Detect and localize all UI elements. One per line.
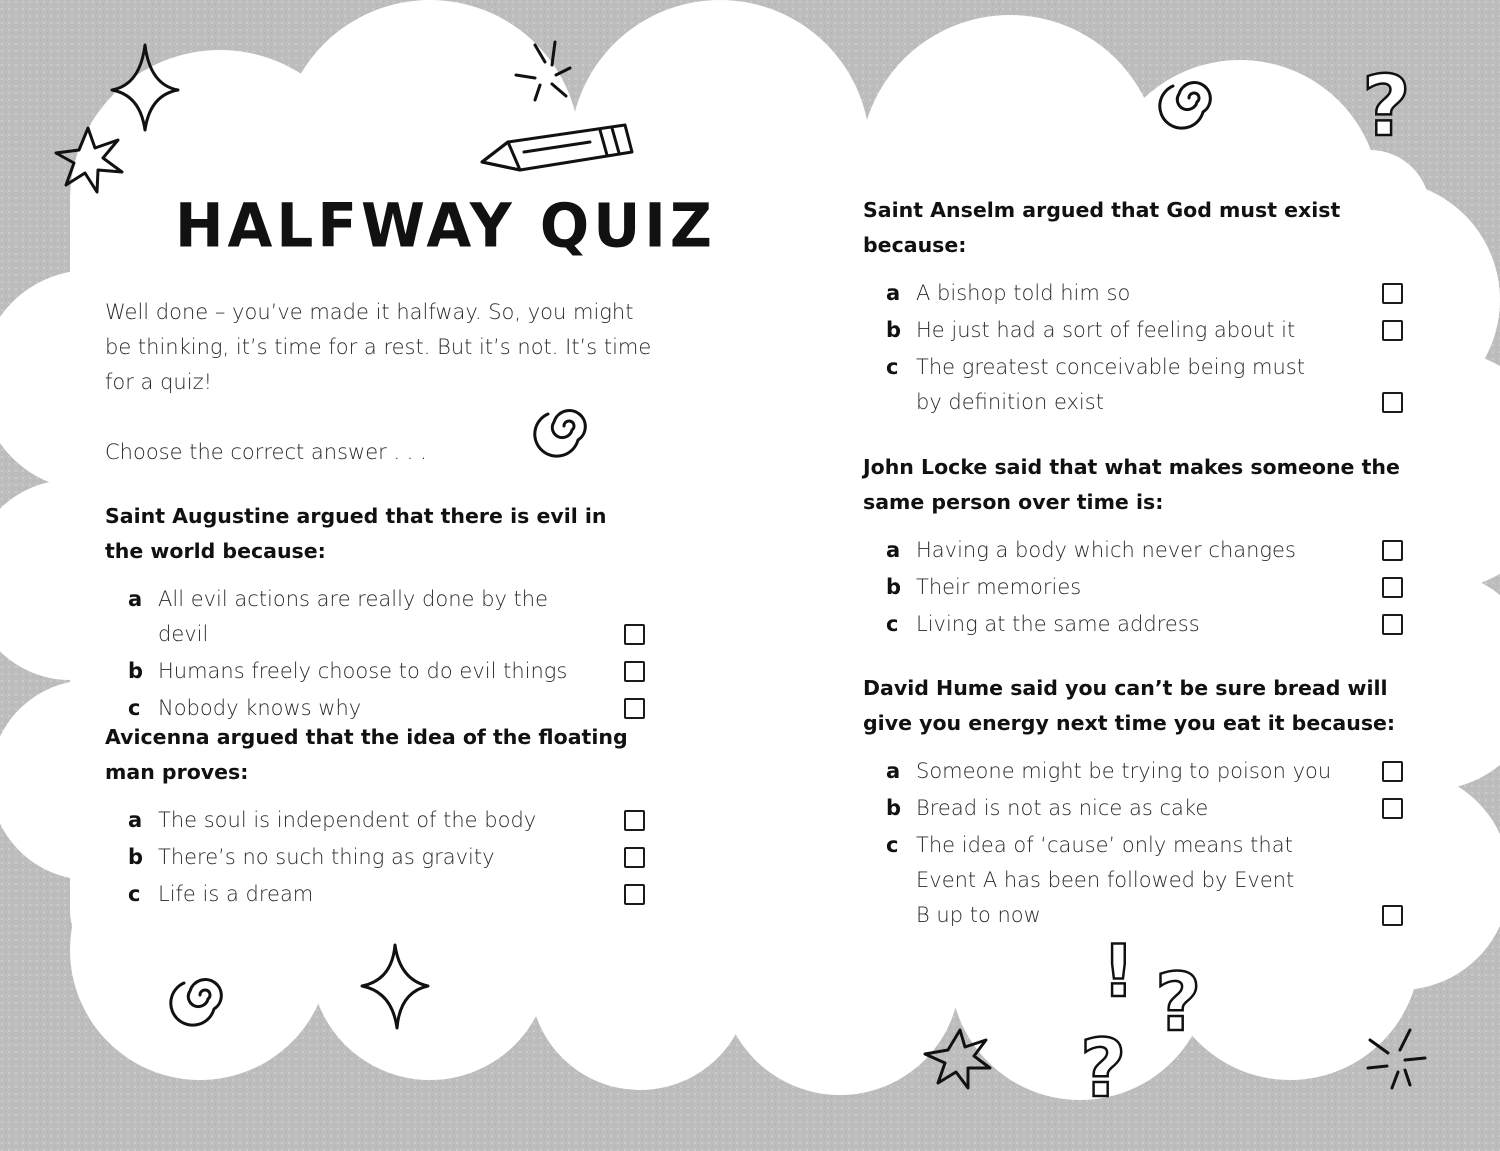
question-mark-icon: ? [1362, 57, 1411, 155]
answer-option [863, 313, 1403, 348]
option-letter: b [886, 575, 902, 599]
option-letter: b [128, 659, 144, 683]
option-text: The greatest conceivable being must by definition exist [916, 355, 1305, 414]
option-letter: b [886, 796, 902, 820]
answer-option [863, 607, 1403, 642]
question-mark-icon: ? [1080, 1022, 1127, 1115]
question-text: Saint Augustine argued that there is evil in the world because: [105, 504, 607, 563]
question-mark-icon: ? [1155, 956, 1202, 1049]
answer-option [105, 654, 645, 689]
answer-option [105, 877, 645, 912]
option-letter: c [128, 882, 141, 906]
instruction-text: Choose the correct answer . . . [105, 440, 427, 464]
answer-option [863, 754, 1403, 789]
answer-checkbox[interactable] [1382, 283, 1403, 304]
option-letter: b [128, 845, 144, 869]
question-text: John Locke said that what makes someone the same person over time is: [863, 455, 1400, 514]
answer-option [863, 533, 1403, 568]
answer-checkbox[interactable] [1382, 392, 1403, 413]
question-text: Saint Anselm argued that God must exist because: [863, 198, 1341, 257]
answer-option [863, 570, 1403, 605]
option-text: Living at the same address [916, 612, 1200, 636]
option-text: A bishop told him so [916, 281, 1131, 305]
option-text: All evil actions are really done by the devil [158, 587, 549, 646]
option-letter: a [886, 538, 901, 562]
intro-text: Well done – you’ve made it halfway. So, you might be thinking, it’s time for a rest. But it’s not. It’s time for a quiz! [105, 300, 652, 394]
option-letter: c [886, 833, 899, 857]
answer-checkbox[interactable] [624, 661, 645, 682]
option-text: The idea of ‘cause’ only means that Event A has been followed by Event B up to now [916, 833, 1295, 927]
answer-checkbox[interactable] [624, 884, 645, 905]
question-text: Avicenna argued that the idea of the floating man proves: [105, 725, 628, 784]
answer-checkbox[interactable] [1382, 905, 1403, 926]
question-augustine [105, 499, 645, 728]
option-letter: a [128, 587, 143, 611]
answer-checkbox[interactable] [1382, 540, 1403, 561]
answer-checkbox[interactable] [1382, 798, 1403, 819]
option-text: Humans freely choose to do evil things [158, 659, 568, 683]
question-hume [863, 671, 1403, 935]
option-text: Nobody knows why [158, 696, 362, 720]
answer-checkbox[interactable] [1382, 761, 1403, 782]
option-text: Bread is not as nice as cake [916, 796, 1209, 820]
question-anselm [863, 193, 1403, 422]
answer-checkbox[interactable] [624, 698, 645, 719]
option-text: Someone might be trying to poison you [916, 759, 1332, 783]
answer-option [105, 582, 645, 652]
option-letter: c [886, 355, 899, 379]
option-text: He just had a sort of feeling about it [916, 318, 1296, 342]
option-letter: c [886, 612, 899, 636]
answer-option [105, 840, 645, 875]
option-letter: c [128, 696, 141, 720]
answer-checkbox[interactable] [1382, 320, 1403, 341]
option-letter: b [886, 318, 902, 342]
option-text: The soul is independent of the body [158, 808, 537, 832]
question-avicenna [105, 720, 645, 914]
answer-checkbox[interactable] [624, 624, 645, 645]
answer-option [105, 803, 645, 838]
exclamation-mark-icon: ! [1102, 929, 1135, 1013]
answer-option [863, 276, 1403, 311]
page-title: HALFWAY QUIZ [175, 190, 716, 262]
answer-option [863, 350, 1403, 420]
option-text: Having a body which never changes [916, 538, 1296, 562]
answer-option [863, 791, 1403, 826]
option-text: Life is a dream [158, 882, 314, 906]
answer-checkbox[interactable] [624, 847, 645, 868]
answer-checkbox[interactable] [624, 810, 645, 831]
question-locke [863, 450, 1403, 644]
answer-checkbox[interactable] [1382, 614, 1403, 635]
option-letter: a [886, 759, 901, 783]
option-text: Their memories [916, 575, 1082, 599]
answer-checkbox[interactable] [1382, 577, 1403, 598]
option-letter: a [886, 281, 901, 305]
question-text: David Hume said you can’t be sure bread will give you energy next time you eat it because: [863, 676, 1396, 735]
answer-option [863, 828, 1403, 933]
option-text: There’s no such thing as gravity [158, 845, 495, 869]
option-letter: a [128, 808, 143, 832]
